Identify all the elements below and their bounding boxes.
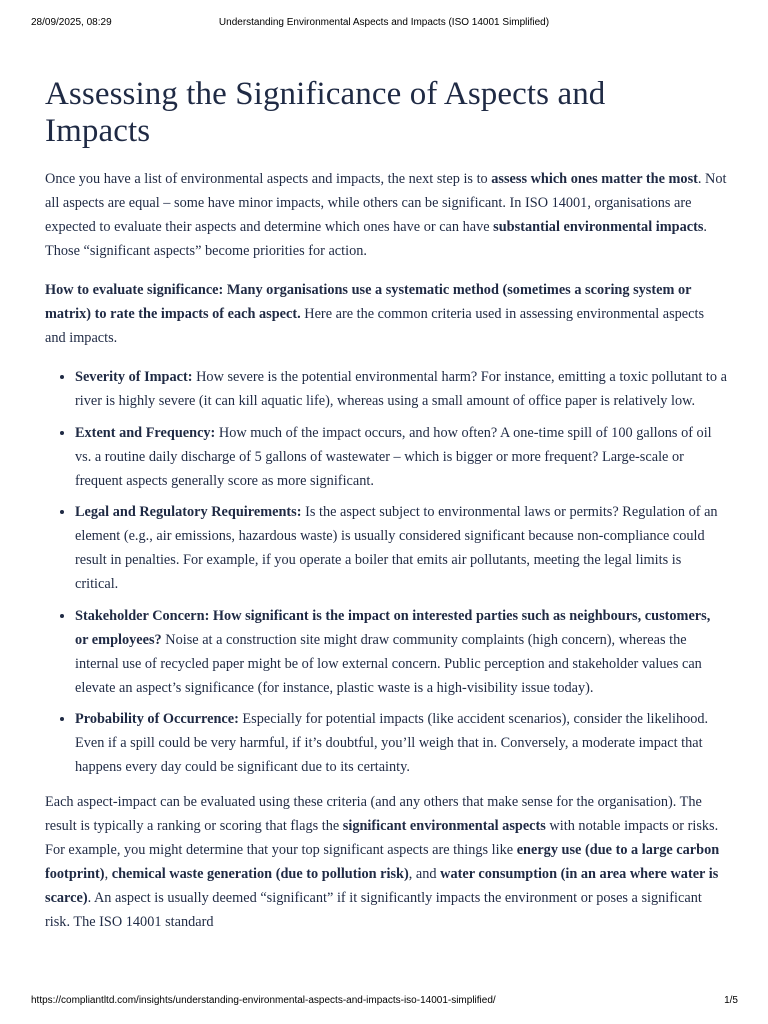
evaluation-text: Here are the common criteria used in assessing environmental aspects and impacts. [45,306,705,346]
criterion-text: How severe is the potential environmental harm? For instance, emitting a toxic pollutant to a river is highly severe (it can kill aquatic life), whereas using a small amount of office paper is relatively low. [75,369,727,409]
criterion-title: Severity of Impact: [75,369,193,385]
list-item-extent [75,421,727,493]
conclusion-bold-2: energy use (due to a large carbon footprint) [45,842,720,882]
article-content [45,76,727,949]
print-footer [0,995,768,1009]
print-datetime: 28/09/2025, 08:29 [31,17,112,28]
intro-paragraph [45,167,727,263]
evaluation-paragraph [45,278,727,350]
intro-text-3: . Those “significant aspects” become priorities for action. [45,219,707,259]
intro-text-2: . Not all aspects are equal – some have minor impacts, while others can be significant. In ISO 14001, organisations are expected to evaluate their aspects and determine which ones have or can have [45,171,727,235]
intro-bold-2: substantial environmental impacts [493,219,704,235]
page-title: Assessing the Significance of Aspects and Impacts [45,76,606,149]
intro-bold-1: assess which ones matter the most [491,171,698,187]
conclusion-bold-1: significant environmental aspects [342,818,546,834]
criterion-text: Noise at a construction site might draw community complaints (high concern), whereas the internal use of recycled paper might be of low external concern. Public perception and stakeholder values can elevate an aspect’s significance (for instance, plastic waste is a high-visibility issue today). [75,631,702,696]
criterion-title: Extent and Frequency: [75,424,216,441]
evaluation-bold: How to evaluate significance: Many organisations use a systematic method (sometimes a scoring system or matrix) to rate the impacts of each aspect. [45,282,692,322]
conclusion-bold-4: water consumption (in an area where water is scarce) [45,866,719,906]
criterion-text: How much of the impact occurs, and how often? A one-time spill of 100 gallons of oil vs. a routine daily discharge of 5 gallons of wastewater – which is bigger or more frequent? Large-scale or frequent aspects generally score as more significant. [75,424,712,489]
criterion-title: Legal and Regulatory Requirements: [75,504,302,520]
criterion-text: Is the aspect subject to environmental laws or permits? Regulation of an element (e.g., air emissions, hazardous waste) is usually considered significant because non-compliance could result in penalties. For example, if you operate a boiler that emits air pollutants, meeting the legal limits is critical. [75,504,718,592]
list-item-severity [75,365,727,413]
print-header [0,17,768,31]
intro-text-1: Once you have a list of environmental aspects and impacts, the next step is to [45,171,492,187]
list-item-legal [75,500,727,596]
page-number: 1/5 [724,995,738,1006]
list-item-probability [75,707,727,779]
conclusion-text-5: . An aspect is usually deemed “significant” if it significantly impacts the environment or poses a significant risk. The ISO 14001 standard [45,890,702,930]
conclusion-text-3: , [104,866,112,882]
criteria-list [45,365,727,779]
conclusion-paragraph [45,790,727,934]
conclusion-bold-3: chemical waste generation (due to pollution risk) [111,866,409,882]
conclusion-text-1: Each aspect-impact can be evaluated using these criteria (and any others that make sense for the organisation). The result is typically a ranking or scoring that flags the [45,794,702,834]
list-item-stakeholder [75,604,727,700]
page-url-link[interactable]: https://compliantltd.com/insights/understanding-environmental-aspects-and-impacts-iso-14001-simplified/ [31,995,496,1006]
conclusion-text-2: with notable impacts or risks. For example, you might determine that your top significant aspects are things like [45,818,719,858]
criterion-title: Probability of Occurrence: [75,711,239,727]
criterion-text: Especially for potential impacts (like accident scenarios), consider the likelihood. Even if a spill could be very harmful, if it’s doubtful, you’ll weigh that in. Conversely, a moderate impact that happens every day could be significant due to its certainty. [75,711,709,775]
print-page-title: Understanding Environmental Aspects and Impacts (ISO 14001 Simplified) [218,17,550,28]
criterion-title: Stakeholder Concern: How significant is the impact on interested parties such as neighbours, customers, or employees? [75,607,711,648]
conclusion-text-4: , and [408,866,441,882]
